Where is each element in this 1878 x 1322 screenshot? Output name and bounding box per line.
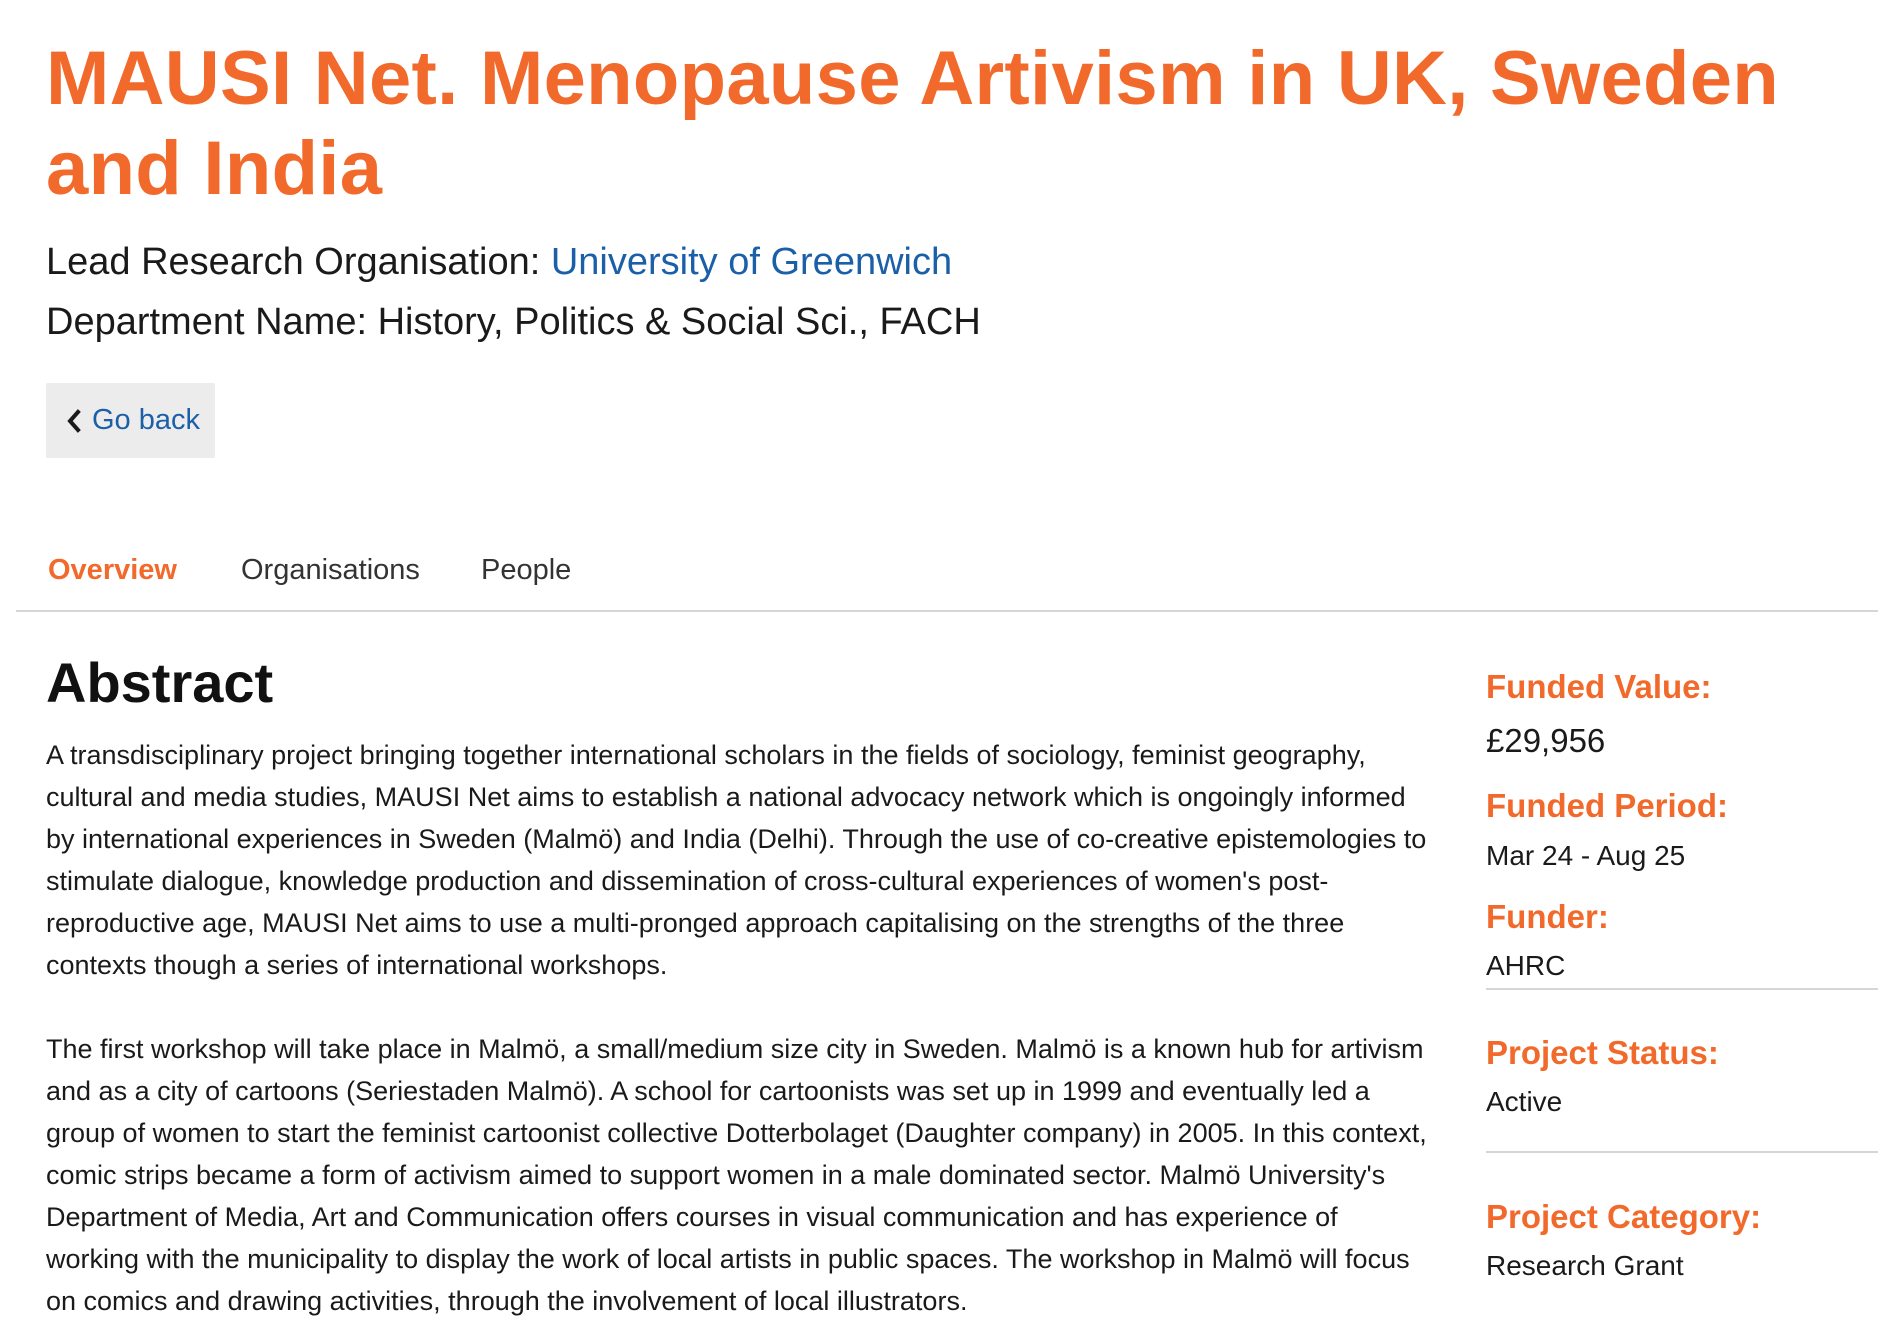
tab-overview[interactable]: Overview <box>48 554 177 586</box>
department-line <box>46 298 981 346</box>
project-status-label: Project Status: <box>1486 1034 1719 1071</box>
department-value: History, Politics & Social Sci., FACH <box>377 301 981 343</box>
divider <box>1486 1151 1878 1153</box>
lead-org-label: Lead Research Organisation: <box>46 241 541 283</box>
funded-value: £29,956 <box>1486 722 1606 759</box>
lead-org-link[interactable]: University of Greenwich <box>550 241 953 283</box>
abstract-paragraph: The first workshop will take place in Malmö, a small/medium size city in Sweden. Malmö is a known hub for artivism and as a city of cartoons (Seriestaden Malmö). A school for cartoonists was set up in 1999 and eventually led a group of women to start the feminist cartoonist collective Dotterbolaget (Daughter company) in 2005. In this context, comic strips became a form of activism aimed to support women in a male dominated sector. Malmö University's Department of Media, Art and Communication offers courses in visual communication and has experience of working with the municipality to display the work of local artists in public spaces. The workshop in Malmö will focus on comics and drawing activities, through the involvement of local illustrators. <box>46 1034 1427 1316</box>
department-label: Department Name: <box>46 301 368 343</box>
tab-people[interactable]: People <box>481 554 572 586</box>
tab-organisations[interactable]: Organisations <box>241 554 420 586</box>
project-category-label: Project Category: <box>1486 1198 1762 1235</box>
go-back-label: Go back <box>92 404 200 436</box>
funder-label: Funder: <box>1486 898 1609 935</box>
go-back-button[interactable] <box>46 383 215 458</box>
abstract-paragraph: A transdisciplinary project bringing together international scholars in the fields of sociology, feminist geography, cultural and media studies, MAUSI Net aims to establish a national advocacy network which is ongoingly informed by international experiences in Sweden (Malmö) and India (Delhi). Through the use of co-creative epistemologies to stimulate dialogue, knowledge production and dissemination of cross-cultural experiences of women's post-reproductive age, MAUSI Net aims to use a multi-pronged approach capitalising on the strengths of the three contexts though a series of international workshops. <box>46 740 1427 980</box>
page-title: MAUSI Net. Menopause Artivism in UK, Sweden and India <box>46 36 1780 211</box>
funded-period-label: Funded Period: <box>1486 787 1728 824</box>
funded-period: Mar 24 - Aug 25 <box>1486 840 1686 871</box>
funder-value: AHRC <box>1486 950 1566 981</box>
project-status-value: Active <box>1486 1086 1563 1117</box>
lead-org-line <box>46 238 952 286</box>
divider <box>1486 988 1878 990</box>
abstract-heading: Abstract <box>46 651 274 714</box>
tab-bar <box>16 540 1878 612</box>
funded-value-label: Funded Value: <box>1486 668 1712 705</box>
project-category-value: Research Grant <box>1486 1250 1684 1281</box>
chevron-left-icon <box>66 410 82 432</box>
